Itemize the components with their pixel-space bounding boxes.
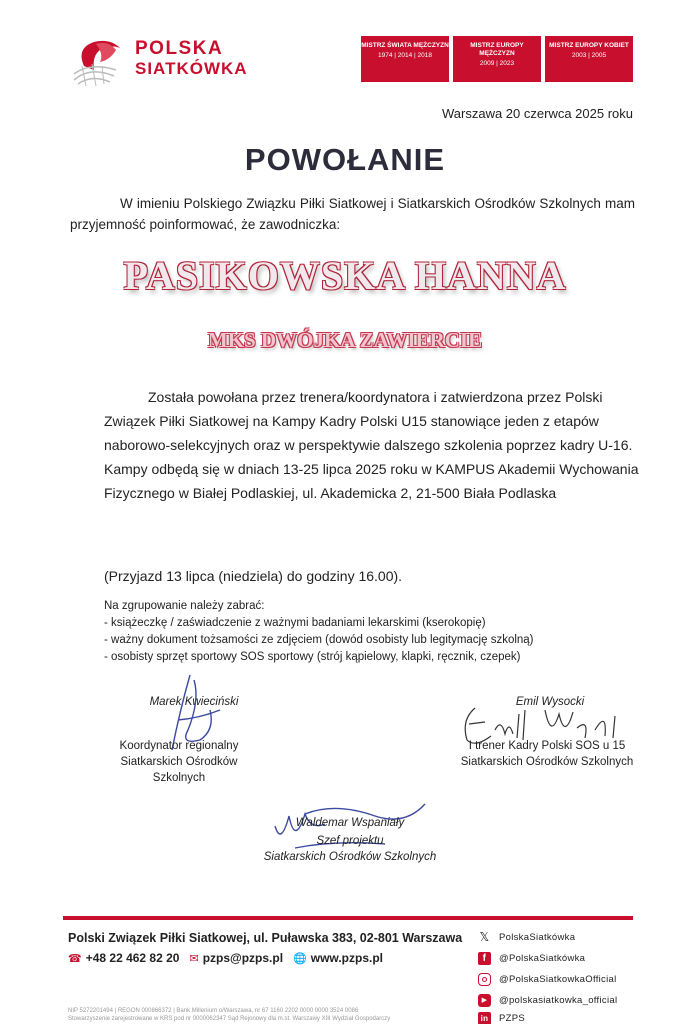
volleyball-logo-icon bbox=[70, 36, 132, 88]
signature-left bbox=[104, 694, 284, 710]
badge-title: MISTRZ EUROPY MĘŻCZYZN bbox=[470, 42, 524, 57]
pzps-logo bbox=[70, 36, 270, 88]
badge-title: MISTRZ ŚWIATA MĘŻCZYZN bbox=[361, 42, 449, 49]
social-instagram[interactable] bbox=[478, 973, 617, 986]
club-name: MKS DWÓJKA ZAWIERCIE bbox=[207, 328, 483, 352]
badge-years: 2003 | 2005 bbox=[571, 52, 607, 59]
bring-item: - ważny dokument tożsamości ze zdjęciem (dowód osobisty lub legitymację szkolną) bbox=[104, 634, 534, 646]
footer-contact bbox=[68, 951, 387, 965]
signature-role: Koordynator regionalny bbox=[119, 740, 239, 752]
badge-world-champion-men bbox=[361, 36, 449, 82]
bring-item: - osobisty sprzęt sportowy SOS sportowy (strój kąpielowy, klapki, ręcznik, czepek) bbox=[104, 651, 521, 663]
social-label: PolskaSiatkówka bbox=[499, 932, 576, 943]
signature-center bbox=[250, 815, 450, 865]
badge-euro-champion-men bbox=[453, 36, 541, 82]
badge-title: MISTRZ EUROPY KOBIET bbox=[549, 42, 629, 49]
signature-name: Waldemar Wspaniały bbox=[295, 817, 405, 829]
signature-role: Siatkarskich Ośrodków Szkolnych bbox=[460, 756, 634, 768]
footer-organization: Polski Związek Piłki Siatkowej, ul. Puławska 383, 02-801 Warszawa bbox=[68, 931, 463, 945]
badge-years: 1974 | 2014 | 2018 bbox=[378, 52, 432, 59]
footer-website[interactable]: www.pzps.pl bbox=[310, 951, 383, 965]
badge-euro-champion-women bbox=[545, 36, 633, 82]
logo-text-siatkowka: SIATKÓWKA bbox=[135, 59, 248, 78]
social-label: @polskasiatkowka_official bbox=[499, 995, 618, 1006]
bring-item: - książeczkę / zaświadczenie z ważnymi badaniami lekarskimi (kserokopię) bbox=[104, 617, 486, 629]
social-label: PZPS bbox=[499, 1013, 526, 1024]
body-text bbox=[104, 385, 644, 505]
social-label: @PolskaSiatkówka bbox=[499, 953, 586, 964]
social-x[interactable] bbox=[478, 931, 575, 944]
document-date: Warszawa 20 czerwca 2025 roku bbox=[442, 106, 633, 121]
arrival-info: (Przyjazd 13 lipca (niedziela) do godziny 16.00). bbox=[104, 568, 403, 584]
facebook-icon: f bbox=[478, 952, 491, 965]
youtube-icon: ▶ bbox=[478, 994, 491, 1007]
phone-icon: ☎ bbox=[68, 952, 82, 965]
signature-role: Siatkarskich Ośrodków Szkolnych bbox=[120, 756, 238, 784]
body-paragraph-1: Została powołana przez trenera/koordynatora i zatwierdzona przez Polski Związek Piłki Siatkowej na Kampy Kadry Polski U15 stanowiące jeden z etapów naborowo-selekcyjnych oraz w perspektywie dalszego szkolenia poprzez kadry U-16. bbox=[104, 389, 633, 453]
linkedin-icon: in bbox=[478, 1012, 491, 1024]
signature-right-role bbox=[452, 738, 642, 770]
bring-heading: Na zgrupowanie należy zabrać: bbox=[104, 600, 265, 612]
x-icon: 𝕏 bbox=[479, 930, 490, 944]
instagram-icon bbox=[478, 973, 491, 986]
signature-left-role bbox=[104, 738, 254, 786]
signature-role: Siatkarskich Ośrodków Szkolnych bbox=[263, 851, 437, 863]
signature-role: I trener Kadry Polski SOS u 15 bbox=[468, 740, 626, 752]
bring-list bbox=[104, 598, 534, 666]
email-icon: ✉ bbox=[189, 952, 199, 965]
player-name: PASIKOWSKA HANNA bbox=[123, 253, 567, 298]
document-title: POWOŁANIE bbox=[244, 142, 446, 177]
social-facebook[interactable] bbox=[478, 952, 585, 965]
globe-icon: 🌐 bbox=[293, 952, 307, 965]
footer-phone: +48 22 462 82 20 bbox=[85, 951, 180, 965]
signature-name: Marek Kwieciński bbox=[149, 696, 239, 708]
body-paragraph-2: Kampy odbędą się w dniach 13-25 lipca 2025 roku w KAMPUS Akademii Wychowania Fizycznego w Białej Podlaskiej, ul. Akademicka 2, 21-500 Biała Podlaska bbox=[104, 461, 639, 501]
footer-legal-line: NIP 5272201494 | REGON 000866372 | Bank Millenium o/Warszawa, nr 67 1160 2202 0000 0000 3524 0086 bbox=[68, 1008, 359, 1014]
social-linkedin[interactable] bbox=[478, 1012, 525, 1024]
signature-right bbox=[470, 694, 630, 710]
footer-divider bbox=[63, 916, 633, 920]
signature-name: Emil Wysocki bbox=[515, 696, 585, 708]
footer-email[interactable]: pzps@pzps.pl bbox=[202, 951, 284, 965]
social-youtube[interactable] bbox=[478, 994, 617, 1007]
footer-legal bbox=[68, 1007, 448, 1023]
logo-text-polska: POLSKA bbox=[135, 38, 224, 59]
footer-legal-line: Stowarzyszenie zarejestrowane w KRS pod nr 0000062347 Sąd Rejonowy dla m.st. Warszawy XIII Wydział Gospodarczy bbox=[68, 1016, 391, 1022]
social-label: @PolskaSiatkowkaOfficial bbox=[499, 974, 617, 985]
intro-paragraph: W imieniu Polskiego Związku Piłki Siatkowej i Siatkarskich Ośrodków Szkolnych mam przyjemność poinformować, że zawodniczka: bbox=[70, 196, 635, 232]
signature-role: Szef projektu bbox=[316, 835, 384, 847]
badge-years: 2009 | 2023 bbox=[479, 60, 515, 67]
